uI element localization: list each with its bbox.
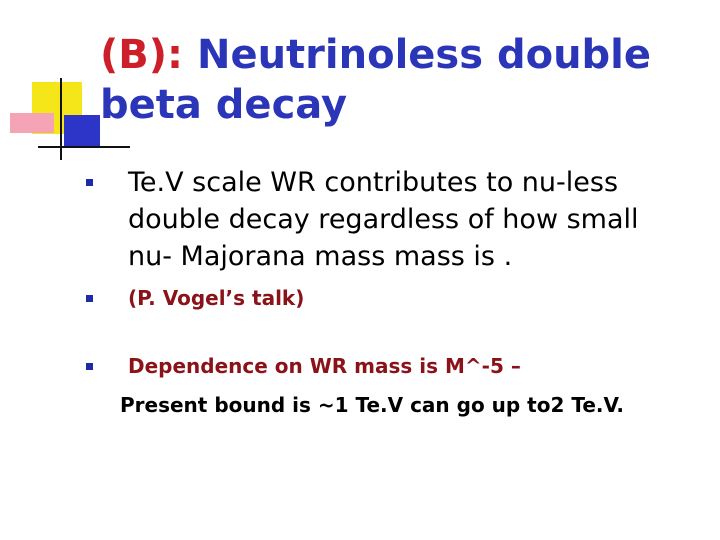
logo-blue-block xyxy=(64,115,100,146)
bullet-text-1: Te.V scale WR contributes to nu-less double decay regardless of how small nu- Majorana mass mass is . xyxy=(128,167,639,272)
bullet-square-icon xyxy=(86,363,93,370)
bullet-square-icon xyxy=(86,179,93,186)
bullet-square-icon xyxy=(86,295,93,302)
logo-horizontal-line xyxy=(38,146,130,148)
bullet-text-continuation: Present bound is ~1 Te.V can go up to2 Te.V. xyxy=(120,393,624,417)
bullet-text-2: (P. Vogel’s talk) xyxy=(128,286,305,310)
title-prefix: (B): xyxy=(100,32,184,78)
logo-pink-block xyxy=(10,113,54,133)
title-main: Neutrinoless double beta decay xyxy=(100,32,652,128)
slide-title xyxy=(100,30,700,130)
bullet-text-3: Dependence on WR mass is M^-5 – xyxy=(128,354,521,378)
